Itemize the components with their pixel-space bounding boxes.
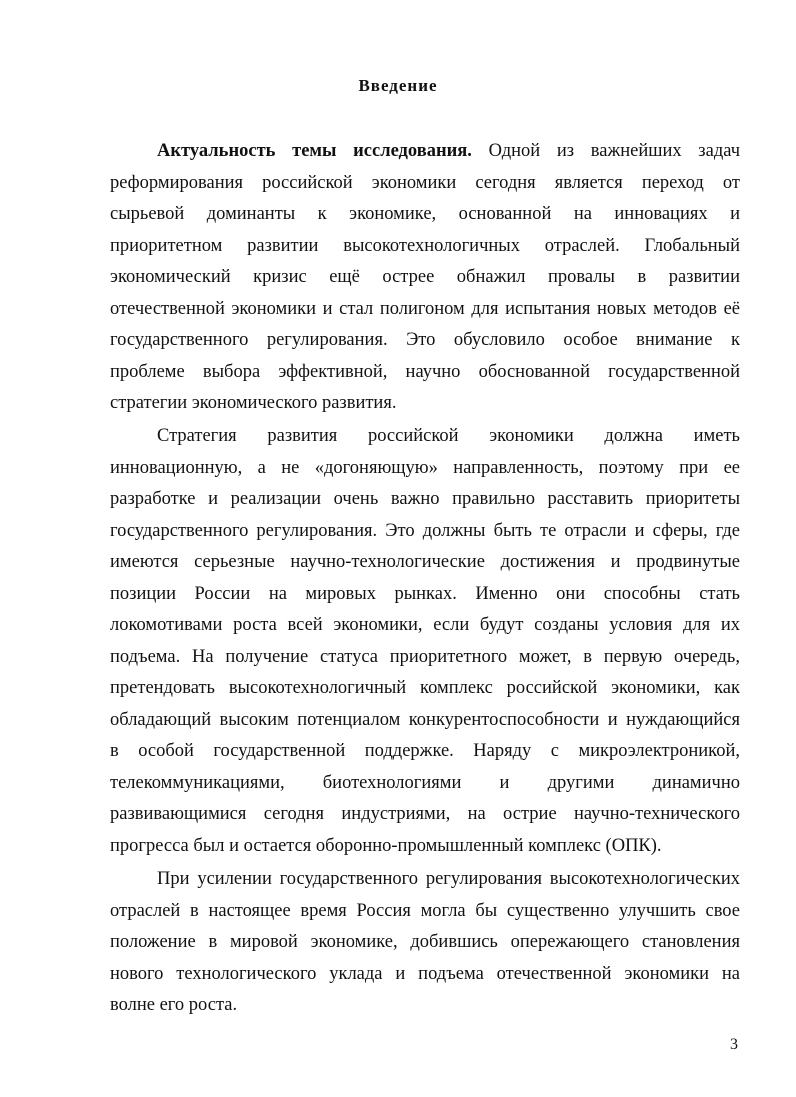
line-text: Одной из важнейших задач	[488, 141, 741, 161]
text-line: экономический кризис ещё острее обнажил провалы в развитии	[110, 267, 740, 287]
text-line: стратегии экономического развития.	[110, 393, 397, 413]
text-line: реформирования российской экономики сегодня является переход от	[110, 173, 740, 193]
page-title: Введение	[358, 76, 438, 95]
text-line: положение в мировой экономике, добившись опережающего становления	[110, 932, 740, 952]
text-line: отечественной экономики и стал полигоном для испытания новых методов её	[110, 299, 740, 319]
text-line: телекоммуникациями, биотехнологиями и другими динамично	[110, 773, 740, 793]
text-line: обладающий высоким потенциалом конкурентоспособности и нуждающийся	[110, 710, 740, 730]
text-line: сырьевой доминанты к экономике, основанной на инновациях и	[110, 204, 740, 224]
text-line: позиции России на мировых рынках. Именно они способны стать	[110, 584, 740, 604]
text-line: При усилении государственного регулирования высокотехнологических	[157, 869, 740, 889]
text-line	[157, 138, 740, 164]
text-line: государственного регулирования. Это должны быть те отрасли и сферы, где	[110, 521, 740, 541]
text-line: претендовать высокотехнологичный комплекс российской экономики, как	[110, 678, 740, 698]
text-line: развивающимися сегодня индустриями, на острие научно-технического	[110, 804, 740, 824]
text-line: инновационную, а не «догоняющую» направленность, поэтому при ее	[110, 458, 740, 478]
text-line: отраслей в настоящее время Россия могла бы существенно улучшить свое	[110, 901, 740, 921]
text-line: имеются серьезные научно-технологические достижения и продвинутые	[110, 552, 740, 572]
text-line: разработке и реализации очень важно правильно расставить приоритеты	[110, 489, 740, 509]
text-line: подъема. На получение статуса приоритетного может, в первую очередь,	[110, 647, 740, 667]
text-line: приоритетном развитии высокотехнологичных отраслей. Глобальный	[110, 236, 740, 256]
text-line: Стратегия развития российской экономики должна иметь	[157, 426, 740, 446]
text-line: волне его роста.	[110, 995, 238, 1015]
page-number: 3	[730, 1036, 738, 1053]
section-lead-heading: Актуальность темы исследования.	[157, 141, 472, 161]
text-line: нового технологического уклада и подъема отечественной экономики на	[110, 964, 740, 984]
text-line: прогресса был и остается оборонно-промышленный комплекс (ОПК).	[110, 836, 662, 856]
text-line: в особой государственной поддержке. Наряду с микроэлектроникой,	[110, 741, 740, 761]
text-line: локомотивами роста всей экономики, если будут созданы условия для их	[110, 615, 740, 635]
text-line: проблеме выбора эффективной, научно обоснованной государственной	[110, 362, 740, 382]
text-line: государственного регулирования. Это обусловило особое внимание к	[110, 330, 740, 350]
